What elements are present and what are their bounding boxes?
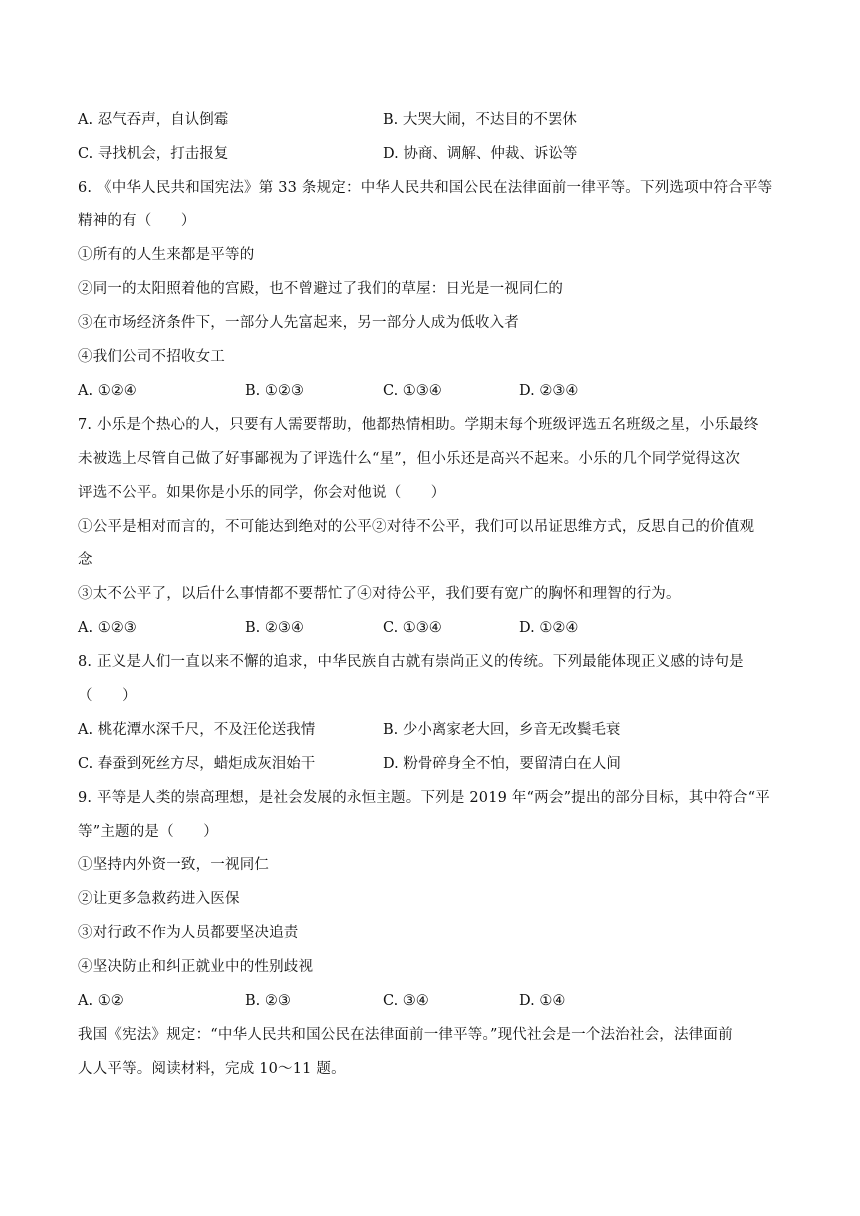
q8-option-b: B. 少小离家老大回，乡音无改鬓毛衰	[383, 722, 621, 738]
q6-option-b: B. ①②③	[245, 383, 304, 399]
q9-item-4: ④坚决防止和纠正就业中的性别歧视	[78, 959, 314, 975]
q9-item-2: ②让更多急救药进入医保	[78, 891, 240, 907]
q7-item-2: ③太不公平了，以后什么事情都不要帮忙了④对待公平，我们要有宽广的胸怀和理智的行为。	[78, 586, 681, 602]
q7-stem-line2: 未被选上尽管自己做了好事鄙视为了评选什么“星”，但小乐还是高兴不起来。小乐的几个同学觉得这次	[78, 451, 741, 467]
q9-option-d: D. ①④	[519, 993, 566, 1009]
material-line2: 人人平等。阅读材料，完成 10～11 题。	[78, 1061, 346, 1077]
q6-item-4: ④我们公司不招收女工	[78, 349, 225, 365]
q8-option-a: A. 桃花潭水深千尺，不及汪伦送我情	[78, 722, 316, 738]
q6-item-1: ①所有的人生来都是平等的	[78, 247, 255, 263]
q9-item-3: ③对行政不作为人员都要坚决追责	[78, 925, 299, 941]
q8-stem-line2: （ ）	[78, 688, 137, 704]
q7-option-b: B. ②③④	[245, 620, 304, 636]
q5-option-d: D. 协商、调解、仲裁、诉讼等	[383, 146, 578, 162]
q9-stem-line2: 等”主题的是（ ）	[78, 824, 218, 840]
q6-item-2: ②同一的太阳照着他的宫殿，也不曾避过了我们的草屋：日光是一视同仁的	[78, 281, 564, 297]
q6-stem-line1: 6. 《中华人民共和国宪法》第 33 条规定：中华人民共和国公民在法律面前一律平等。下列选项中符合平等	[78, 180, 773, 196]
q6-item-3: ③在市场经济条件下，一部分人先富起来，另一部分人成为低收入者	[78, 315, 519, 331]
q7-option-a: A. ①②③	[78, 620, 137, 636]
q9-item-1: ①坚持内外资一致，一视同仁	[78, 857, 270, 873]
q6-option-c: C. ①③④	[383, 383, 442, 399]
q6-stem-line2: 精神的有（ ）	[78, 213, 196, 229]
q5-option-a: A. 忍气吞声，自认倒霉	[78, 112, 229, 128]
q7-stem-line3: 评选不公平。如果你是小乐的同学，你会对他说（ ）	[78, 485, 446, 501]
q9-option-b: B. ②③	[245, 993, 291, 1009]
q9-option-a: A. ①②	[78, 993, 124, 1009]
q8-option-d: D. 粉骨碎身全不怕，要留清白在人间	[383, 756, 621, 772]
q6-option-a: A. ①②④	[78, 383, 137, 399]
q5-option-b: B. 大哭大闹，不达目的不罢休	[383, 112, 577, 128]
material-line1: 我国《宪法》规定：“中华人民共和国公民在法律面前一律平等。”现代社会是一个法治社会，法律面前	[78, 1027, 733, 1043]
q8-stem-line1: 8. 正义是人们一直以来不懈的追求，中华民族自古就有崇尚正义的传统。下列最能体现正义感的诗句是	[78, 654, 744, 670]
q7-stem-line1: 7. 小乐是个热心的人，只要有人需要帮助，他都热情相助。学期末每个班级评选五名班级之星，小乐最终	[78, 417, 759, 433]
q9-stem-line1: 9. 平等是人类的崇高理想，是社会发展的永恒主题。下列是 2019 年“两会”提出的部分目标，其中符合“平	[78, 790, 770, 806]
q9-option-c: C. ③④	[383, 993, 429, 1009]
q7-option-d: D. ①②④	[519, 620, 579, 636]
q5-option-c: C. 寻找机会，打击报复	[78, 146, 229, 162]
q7-item-1-line2: 念	[78, 552, 93, 568]
q6-option-d: D. ②③④	[519, 383, 579, 399]
q7-option-c: C. ①③④	[383, 620, 442, 636]
q8-option-c: C. 春蚕到死丝方尽，蜡炬成灰泪始干	[78, 756, 316, 772]
q7-item-1-line1: ①公平是相对而言的，不可能达到绝对的公平②对待不公平，我们可以吊证思维方式，反思自己的价值观	[78, 519, 755, 535]
